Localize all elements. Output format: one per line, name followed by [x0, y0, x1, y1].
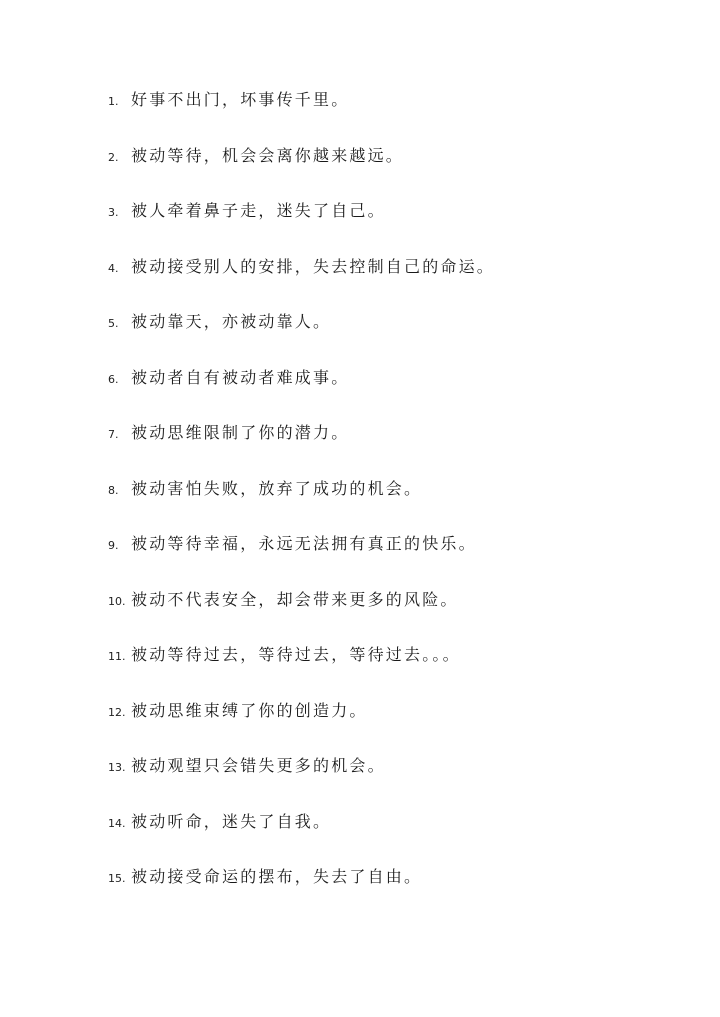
- item-text: 被动害怕失败，放弃了成功的机会。: [131, 478, 423, 498]
- item-text: 被动观望只会错失更多的机会。: [131, 756, 386, 775]
- list-item: [0, 417, 720, 473]
- list-item: [0, 251, 720, 307]
- item-text: 被动靠天，亦被动靠人。: [131, 312, 332, 331]
- list-item: [0, 362, 720, 418]
- list-item: [0, 140, 720, 196]
- item-number: 12.: [108, 705, 126, 719]
- item-text: 被动接受别人的安排，失去控制自己的命运。: [131, 256, 496, 276]
- list-item: [0, 750, 720, 806]
- item-text: 被动思维束缚了你的创造力。: [131, 700, 368, 720]
- item-text: 被动等待幸福，永远无法拥有真正的快乐。: [131, 534, 477, 553]
- item-text: 被动等待过去，等待过去，等待过去。。。: [131, 645, 461, 664]
- item-number: 4.: [108, 261, 119, 275]
- item-text: 被动等待，机会会离你越来越远。: [131, 145, 405, 165]
- list-item: [0, 639, 720, 695]
- item-number: 9.: [108, 539, 119, 552]
- item-number: 15.: [108, 872, 126, 885]
- list-item: [0, 473, 720, 529]
- list-item: [0, 84, 720, 140]
- item-text: 被动者自有被动者难成事。: [131, 367, 350, 387]
- item-text: 被动接受命运的摆布，失去了自由。: [131, 867, 423, 886]
- item-number: 8.: [108, 483, 119, 497]
- item-text: 被动不代表安全，却会带来更多的风险。: [131, 589, 459, 609]
- item-number: 11.: [108, 650, 126, 663]
- list-item: [0, 306, 720, 362]
- item-number: 1.: [108, 95, 119, 108]
- item-number: 5.: [108, 317, 119, 330]
- item-number: 7.: [108, 428, 119, 441]
- numbered-list: [0, 84, 720, 917]
- item-text: 被动思维限制了你的潜力。: [131, 423, 350, 442]
- item-text: 被动听命，迷失了自我。: [131, 811, 332, 831]
- list-item: [0, 584, 720, 640]
- list-item: [0, 806, 720, 862]
- item-number: 13.: [108, 761, 126, 774]
- item-number: 6.: [108, 372, 119, 386]
- list-item: [0, 528, 720, 584]
- item-number: 2.: [108, 150, 119, 164]
- item-number: 10.: [108, 594, 126, 608]
- list-item: [0, 695, 720, 751]
- item-number: 3.: [108, 206, 119, 219]
- item-text: 好事不出门，坏事传千里。: [131, 90, 350, 109]
- item-number: 14.: [108, 816, 126, 830]
- list-item: [0, 861, 720, 917]
- item-text: 被人牵着鼻子走，迷失了自己。: [131, 201, 386, 220]
- list-item: [0, 195, 720, 251]
